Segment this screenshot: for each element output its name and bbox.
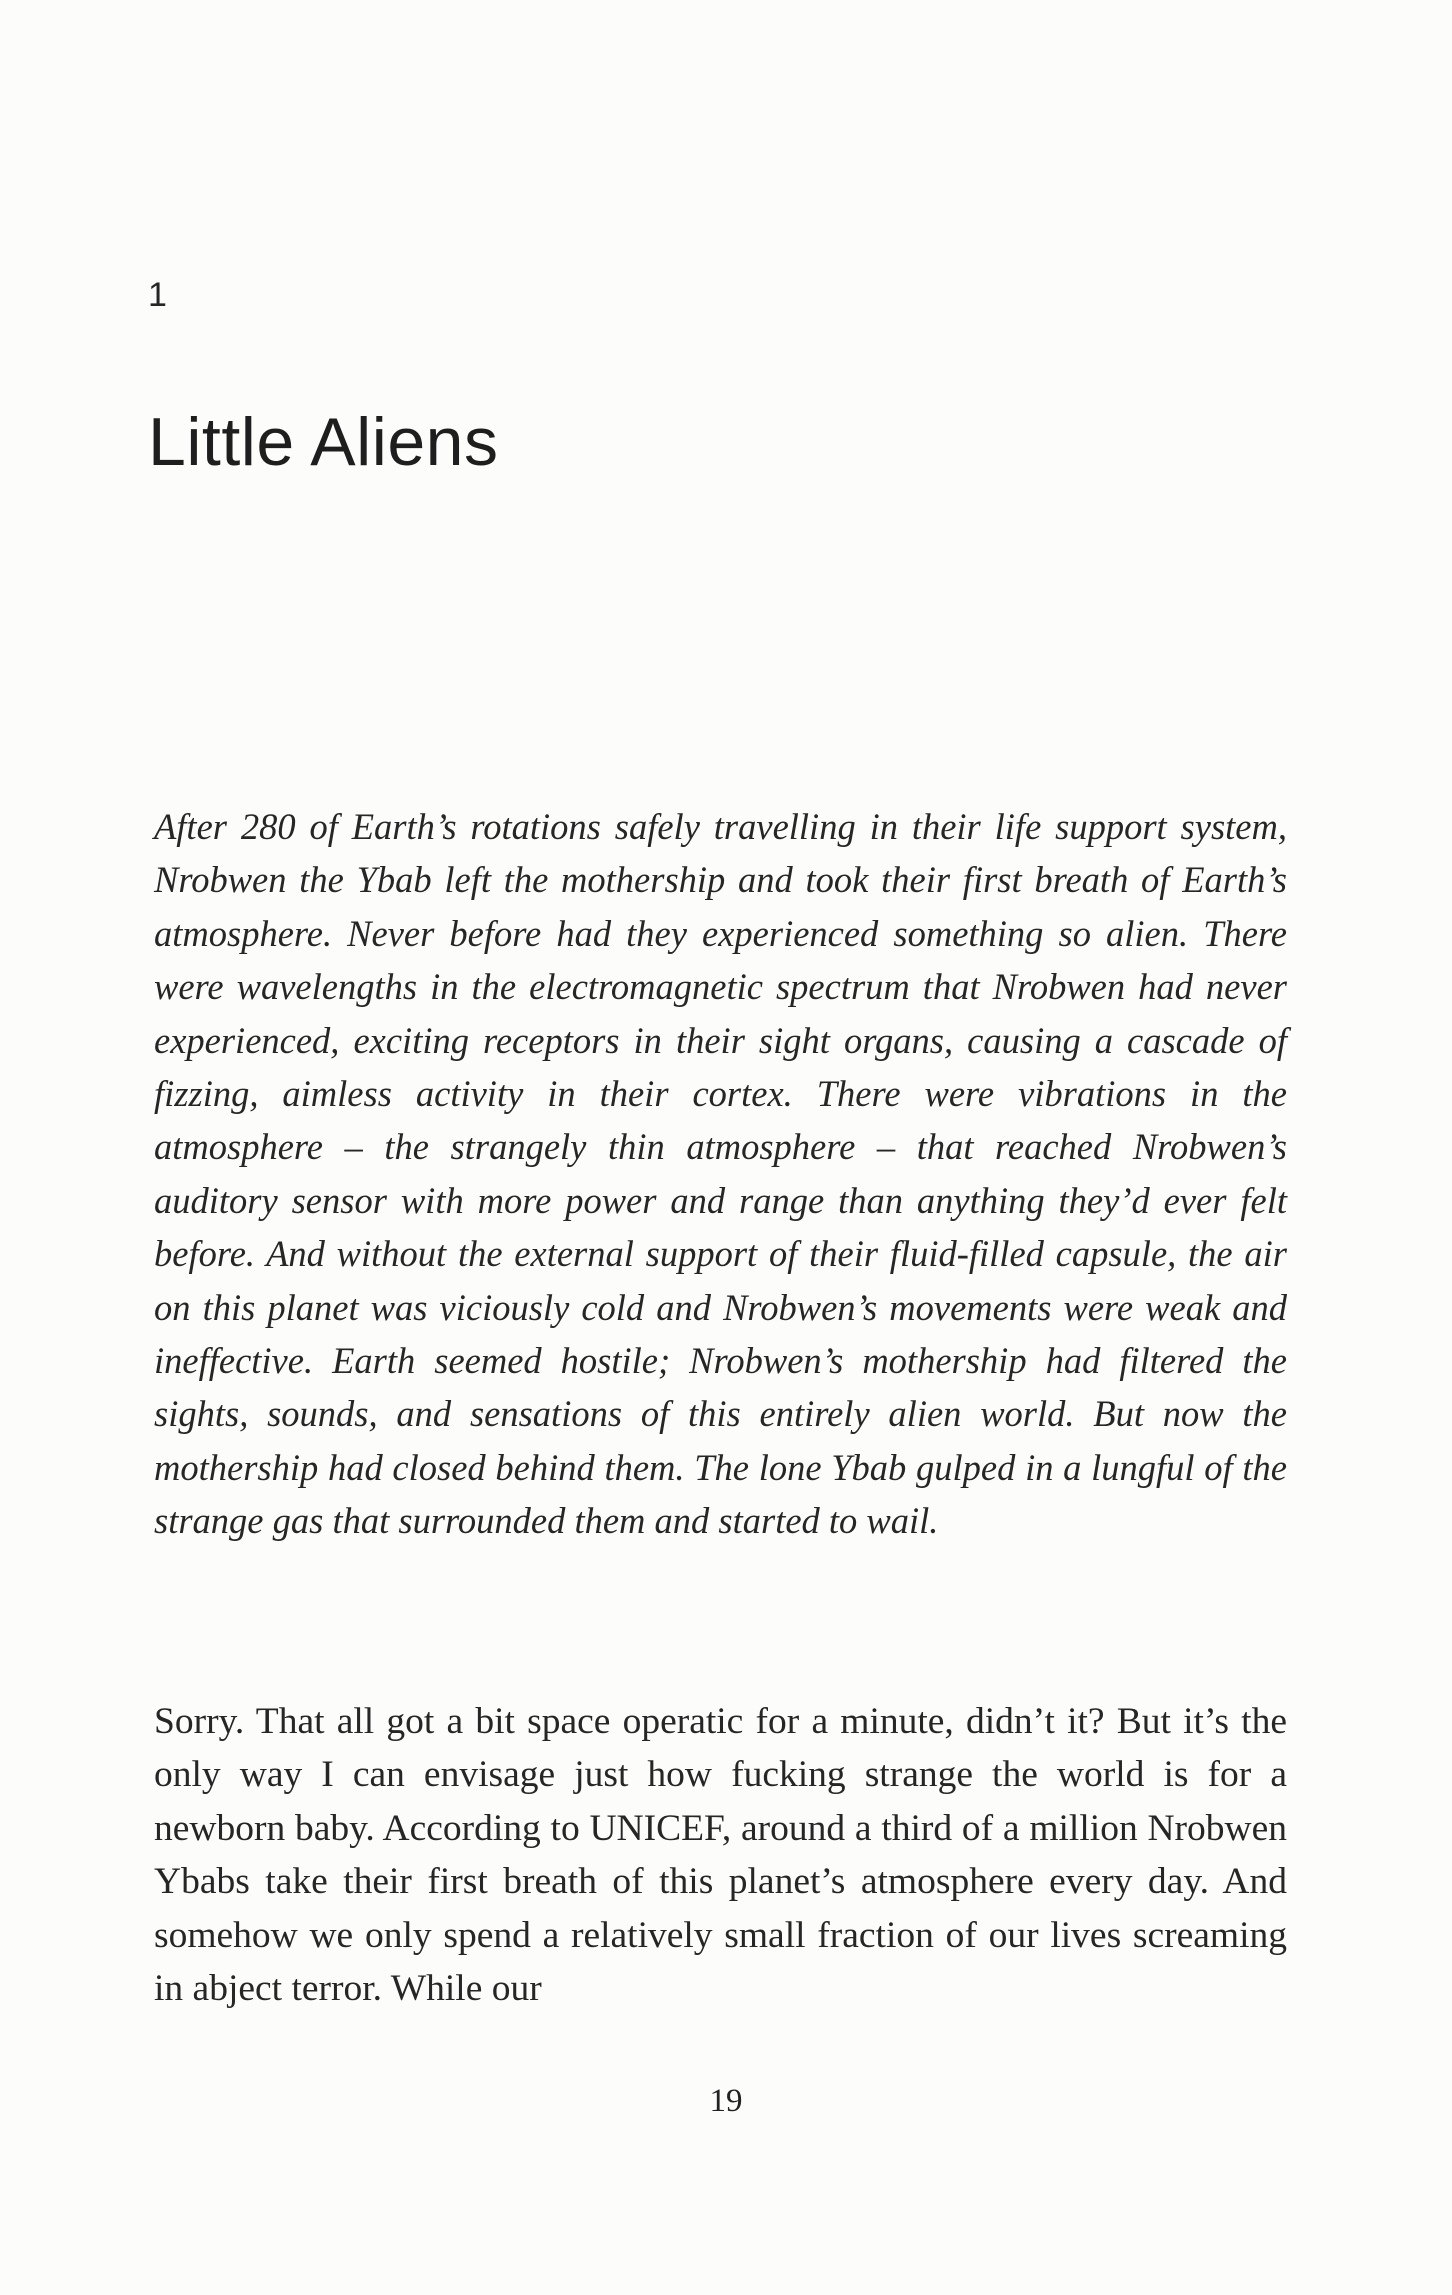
page-number: 19 bbox=[709, 2083, 743, 2119]
intro-paragraph: After 280 of Earth’s rotations safely travelling in their life support system, Nrobwen the Ybab left the mothership and took their first breath of Earth’s atmosphere. Never before had they experienced something so alien. There were wavelengths in the electromagnetic spectrum that Nrobwen had never experienced, exciting receptors in their sight organs, causing a cascade of fizzing, aimless activity in their cortex. There were vibrations in the atmosphere – the strangely thin atmosphere – that reached Nrobwen’s auditory sensor with more power and range than anything they’d ever felt before. And without the external support of their fluid-filled capsule, the air on this planet was viciously cold and Nrobwen’s movements were weak and ineffective. Earth seemed hostile; Nrobwen’s mothership had filtered the sights, sounds, and sensations of this entirely alien world. But now the mothership had closed behind them. The lone Ybab gulped in a lungful of the strange gas that surrounded them and started to wail. bbox=[154, 806, 1287, 1542]
body-paragraph: Sorry. That all got a bit space operatic for a minute, didn’t it? But it’s the only way I can envisage just how fucking strange the world is for a newborn baby. According to UNICEF, around a third of a million Nrobwen Ybabs take their first breath of this planet’s atmosphere every day. And somehow we only spend a relatively small fraction of our lives screaming in abject terror. While our bbox=[154, 1701, 1287, 2010]
chapter-number: 1 bbox=[148, 276, 167, 314]
chapter-title: Little Aliens bbox=[148, 404, 499, 480]
